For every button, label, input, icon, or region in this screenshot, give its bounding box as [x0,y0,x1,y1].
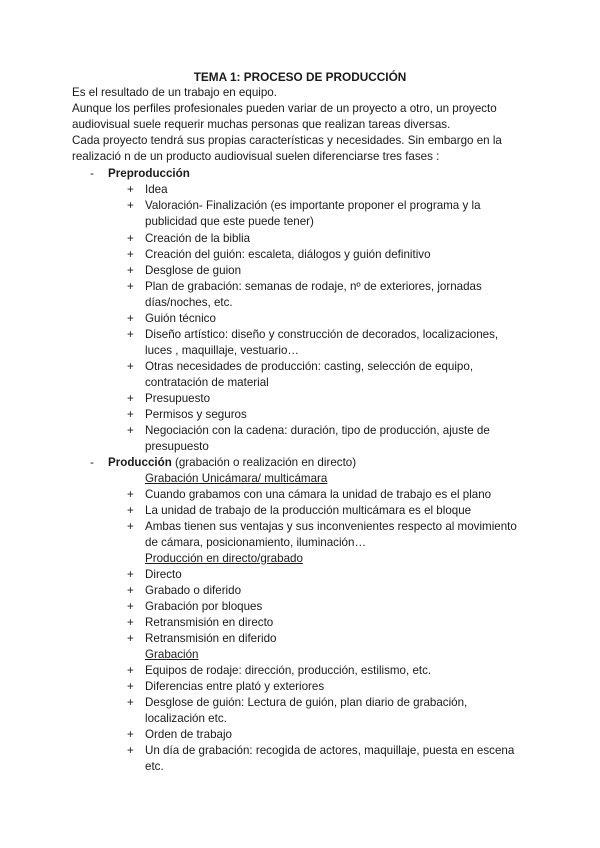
intro-line: Es el resultado de un trabajo en equipo. [72,86,277,99]
list-item: + Desglose de guión: Lectura de guión, plan diario de grabación, localización etc. [127,696,468,725]
list-item: + Retransmisión en diferido [127,632,277,645]
section-dash: - [90,456,94,469]
list-item: + Presupuesto [127,392,211,405]
bullet-icon: + [127,312,134,325]
section-heading-preproduccion [90,166,190,182]
subsection-title: Producción en directo/grabado [145,552,303,565]
bullet-icon: + [127,504,134,517]
list-item: + Directo [127,568,182,581]
bullet-icon: + [127,568,134,581]
list-item: + Equipos de rodaje: dirección, producción, estilismo, etc. [127,664,432,677]
bullet-icon: + [127,328,134,341]
list-item: + Idea [127,183,168,196]
subsection-title: Grabación Unicámara/ multicámara [145,472,328,485]
section-note: (grabación o realización en directo) [171,456,357,469]
list-item: + Plan de grabación: semanas de rodaje, nº de exteriores, jornadas días/noches, etc. [127,280,482,309]
list-item: + Cuando grabamos con una cámara la unidad de trabajo es el plano [127,488,492,501]
list-item: + Otras necesidades de producción: casting, selección de equipo, contratación de material [127,360,474,389]
list-item: + Ambas tienen sus ventajas y sus inconvenientes respecto al movimiento de cámara, posicionamiento, iluminación… [127,520,517,549]
bullet-icon: + [127,584,134,597]
list-item: + Grabado o diferido [127,584,242,597]
bullet-icon: + [127,728,134,741]
section-dash: - [90,167,94,180]
bullet-icon: + [127,600,134,613]
subsection-title: Grabación [145,648,199,661]
bullet-icon: + [127,744,134,757]
bullet-icon: + [127,632,134,645]
bullet-icon: + [127,664,134,677]
bullet-icon: + [127,360,134,373]
list-item: + Orden de trabajo [127,728,233,741]
bullet-icon: + [127,696,134,709]
list-item: + Un día de grabación: recogida de actores, maquillaje, puesta en escena etc. [127,744,515,773]
bullet-icon: + [127,248,134,261]
bullet-icon: + [127,424,134,437]
list-item: + Retransmisión en directo [127,616,274,629]
intro-line: Aunque los perfiles profesionales pueden variar de un proyecto a otro, un proyecto [72,102,497,115]
bullet-icon: + [127,183,134,196]
intro-line: audiovisual suele requerir muchas personas que realizan tareas diversas. [72,118,451,131]
bullet-icon: + [127,408,134,421]
bullet-icon: + [127,680,134,693]
list-item: + Diseño artístico: diseño y construcción de decorados, localizaciones, luces , maquillaje, vestuario… [127,328,499,357]
list-item: + Guión técnico [127,312,216,325]
list-item: + Grabación por bloques [127,600,263,613]
bullet-icon: + [127,616,134,629]
list-item: + Creación del guión: escaleta, diálogos y guión definitivo [127,248,431,261]
bullet-icon: + [127,264,134,277]
list-item: + Negociación con la cadena: duración, tipo de producción, ajuste de presupuesto [127,424,490,453]
section-title: Producción [108,456,172,469]
section-heading-produccion [90,455,356,471]
list-item: + La unidad de trabajo de la producción multicámara es el bloque [127,504,472,517]
list-item: + Diferencias entre plató y exteriores [127,680,325,693]
intro-line: Cada proyecto tendrá sus propias características y necesidades. Sin embargo en la [72,134,502,147]
list-item: + Valoración- Finalización (es importante proponer el programa y la publicidad que este puede tener) [127,199,481,228]
intro-line: realizació n de un producto audiovisual suelen diferenciarse tres fases : [72,150,440,163]
bullet-icon: + [127,199,134,212]
bullet-icon: + [127,280,134,293]
bullet-icon: + [127,520,134,533]
section-title: Preproducción [108,167,190,180]
list-item: + Creación de la biblia [127,232,251,245]
bullet-icon: + [127,232,134,245]
bullet-icon: + [127,488,134,501]
bullet-icon: + [127,392,134,405]
list-item: + Desglose de guion [127,264,242,277]
page-title: TEMA 1: PROCESO DE PRODUCCIÓN [193,70,407,84]
list-item: + Permisos y seguros [127,408,247,421]
